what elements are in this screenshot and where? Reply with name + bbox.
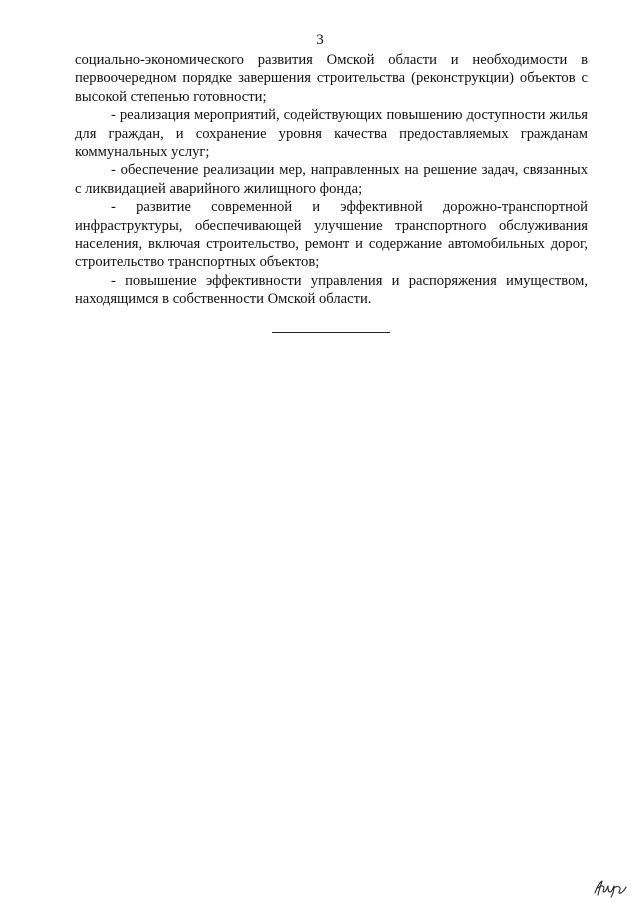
page-number: 3 <box>316 32 324 48</box>
paragraph-property-management-item: - повышение эффективности управления и распоряжения имуществом, находящимся в собственности Омской области. <box>75 272 588 308</box>
end-of-text-rule <box>272 332 390 333</box>
document-body <box>75 51 588 309</box>
handwritten-initials-signature <box>592 875 628 899</box>
paragraph-road-infrastructure-item: - развитие современной и эффективной дорожно-транспортной инфраструктуры, обеспечивающей улучшение транспортного обслуживания населения, включая строительство, ремонт и содержание автомобильных дорог, строительство транспортных объектов; <box>75 199 588 271</box>
paragraph-continuation: социально-экономического развития Омской области и необходимости в первоочередном порядке завершения строительства (реконструкции) объектов с высокой степенью готовности; <box>75 52 588 105</box>
paragraph-emergency-housing-item: - обеспечение реализации мер, направленных на решение задач, связанных с ликвидацией аварийного жилищного фонда; <box>75 162 588 197</box>
paragraph-housing-item: - реализация мероприятий, содействующих повышению доступности жилья для граждан, и сохранение уровня качества предоставляемых гражданам коммунальных услуг; <box>75 107 588 161</box>
